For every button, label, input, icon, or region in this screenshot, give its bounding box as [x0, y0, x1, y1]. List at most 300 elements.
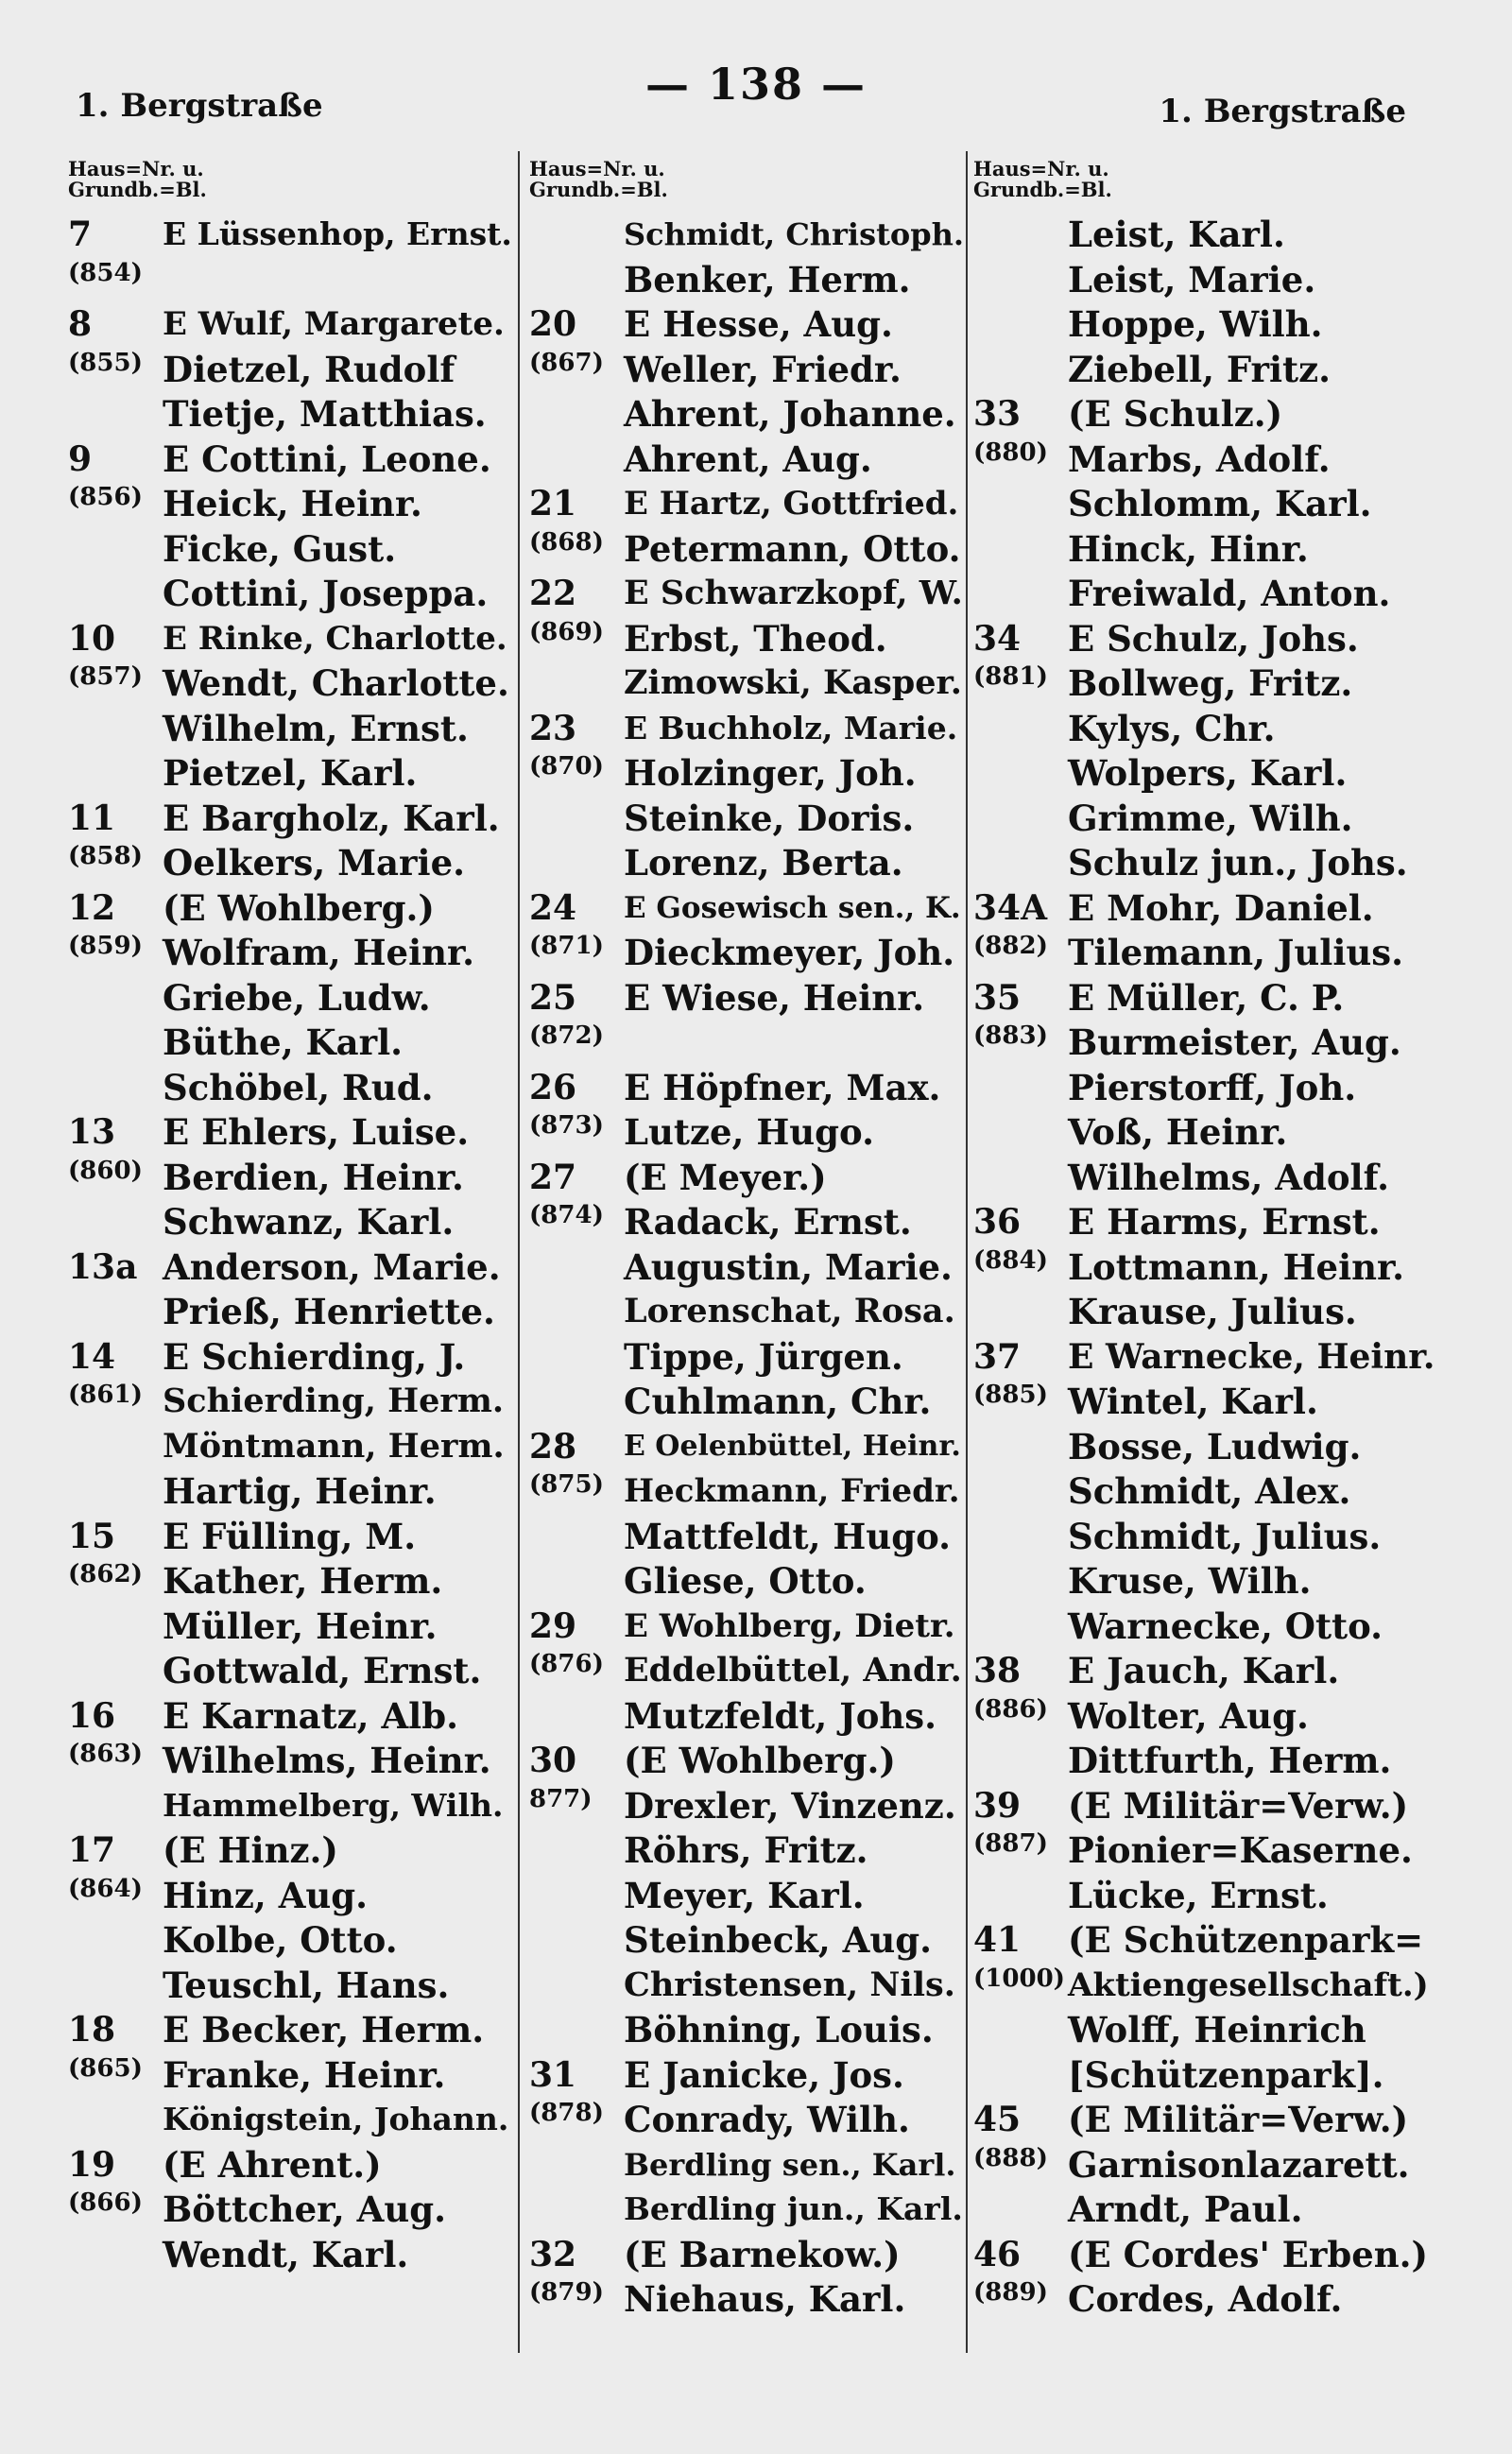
directory-entry: [529, 1109, 964, 1155]
directory-entry: [68, 1693, 512, 1739]
resident-name: E Schwarzkopf, W.: [624, 574, 963, 612]
resident-name: Niehaus, Karl.: [624, 2278, 906, 2320]
directory-entry: [973, 1604, 1436, 1649]
directory-entry: [68, 2187, 512, 2232]
directory-entry: [68, 796, 512, 841]
directory-entry: [973, 1065, 1436, 1110]
directory-entry: [529, 1424, 964, 1469]
resident-name: Ahrent, Johanne.: [624, 393, 956, 435]
resident-name: Pietzel, Karl.: [163, 752, 418, 794]
directory-entry: [68, 750, 512, 796]
directory-entry: [973, 1558, 1436, 1604]
house-number: 41: [973, 1920, 1022, 1960]
directory-entry: [529, 1065, 964, 1110]
directory-entry: [529, 1379, 964, 1424]
land-register-number: (887): [973, 1829, 1048, 1858]
resident-name: (E Meyer.): [624, 1156, 827, 1198]
resident-name: Ficke, Gust.: [163, 527, 397, 570]
directory-entry: [68, 1289, 512, 1334]
directory-entry: [973, 1020, 1436, 1065]
directory-entry: [529, 1783, 964, 1828]
directory-entry: [529, 1738, 964, 1783]
resident-name: Königstein, Johann.: [163, 2101, 509, 2137]
column-heading: [529, 159, 964, 212]
directory-entry: [529, 1334, 964, 1380]
column-heading-line2: Grundb.=Bl.: [529, 178, 668, 201]
resident-name: Oelkers, Marie.: [163, 842, 465, 884]
house-number: 34A: [973, 887, 1048, 928]
directory-entry: [973, 1514, 1436, 1559]
directory-entry: [973, 616, 1436, 661]
resident-name: Wolfram, Heinr.: [163, 932, 475, 973]
directory-entry: [68, 1020, 512, 1065]
resident-name: E Karnatz, Alb.: [163, 1694, 458, 1737]
resident-name: Leist, Karl.: [1068, 214, 1285, 255]
directory-entry: [529, 1020, 964, 1065]
directory-entry: [68, 1917, 512, 1963]
column-divider-2: [966, 151, 968, 2353]
directory-entry: [529, 2052, 964, 2098]
directory-entry: [973, 796, 1436, 841]
resident-name: Bosse, Ludwig.: [1068, 1425, 1362, 1467]
resident-name: Eddelbüttel, Andr.: [624, 1651, 962, 1690]
land-register-number: (862): [68, 1560, 143, 1588]
land-register-number: (867): [529, 348, 604, 377]
house-number: 17: [68, 1830, 116, 1870]
directory-entry: [973, 1199, 1436, 1244]
resident-name: Hammelberg, Wilh.: [163, 1786, 504, 1824]
directory-entry: [973, 212, 1436, 257]
directory-entry: [529, 257, 964, 302]
resident-name: (E Barnekow.): [624, 2233, 901, 2275]
resident-name: Cuhlmann, Chr.: [624, 1381, 932, 1422]
resident-name: Heick, Heinr.: [163, 483, 422, 524]
directory-entry: [973, 1783, 1436, 1828]
directory-entry: [68, 1738, 512, 1783]
resident-name: Krause, Julius.: [1068, 1291, 1357, 1332]
resident-name: E Wiese, Heinr.: [624, 976, 925, 1019]
resident-name: Schmidt, Alex.: [1068, 1470, 1351, 1512]
resident-name: E Becker, Herm.: [163, 2009, 485, 2051]
directory-entry: [973, 2232, 1436, 2277]
directory-entry: [68, 1244, 512, 1290]
directory-entry: [68, 1065, 512, 1110]
resident-name: Freiwald, Anton.: [1068, 573, 1391, 614]
land-register-number: (858): [68, 842, 143, 870]
column-1: [68, 159, 512, 2417]
directory-entry: [973, 2052, 1436, 2098]
directory-entry: [529, 1289, 964, 1334]
directory-entry: [68, 1424, 512, 1469]
resident-name: (E Schulz.): [1068, 393, 1283, 435]
directory-entry: [973, 437, 1436, 482]
land-register-number: (855): [68, 348, 143, 377]
land-register-number: (889): [973, 2278, 1048, 2307]
resident-name: Augustin, Marie.: [624, 1245, 953, 1288]
directory-entry: [973, 930, 1436, 975]
resident-name: Wilhelm, Ernst.: [163, 707, 469, 749]
land-register-number: (873): [529, 1111, 604, 1140]
resident-name: (E Ahrent.): [163, 2143, 382, 2186]
directory-entry: [973, 1963, 1436, 2008]
directory-entry: [973, 661, 1436, 706]
resident-name: Tippe, Jürgen.: [624, 1335, 903, 1378]
resident-name: E Buchholz, Marie.: [624, 709, 958, 746]
resident-name: Kruse, Wilh.: [1068, 1560, 1312, 1602]
resident-name: Wilhelms, Heinr.: [163, 1740, 491, 1781]
resident-name: Wendt, Charlotte.: [163, 662, 509, 704]
directory-entry: [973, 571, 1436, 616]
resident-name: E Hesse, Aug.: [624, 303, 893, 345]
land-register-number: (864): [68, 1874, 143, 1903]
resident-name: Schierding, Herm.: [163, 1381, 505, 1420]
resident-name: Berdling sen., Karl.: [624, 2146, 956, 2183]
land-register-number: (881): [973, 662, 1048, 691]
land-register-number: (856): [68, 483, 143, 511]
directory-entry: [68, 437, 512, 482]
resident-name: Tietje, Matthias.: [163, 393, 487, 435]
land-register-number: (884): [973, 1245, 1048, 1275]
land-register-number: (861): [68, 1381, 143, 1409]
resident-name: Ahrent, Aug.: [624, 438, 872, 480]
resident-name: Weller, Friedr.: [624, 348, 902, 390]
directory-entry: [529, 1828, 964, 1873]
resident-name: Holzinger, Joh.: [624, 752, 917, 794]
directory-entry: [973, 1109, 1436, 1155]
directory-entry: [529, 1648, 964, 1693]
directory-entry: [68, 347, 512, 392]
resident-name: E Harms, Ernst.: [1068, 1201, 1381, 1243]
resident-name: E Müller, C. P.: [1068, 976, 1345, 1019]
land-register-number: (885): [973, 1381, 1048, 1409]
directory-entry: [529, 796, 964, 841]
land-register-number: (878): [529, 2099, 604, 2127]
resident-name: Mattfeldt, Hugo.: [624, 1515, 951, 1557]
resident-name: Pionier=Kaserne.: [1068, 1829, 1413, 1871]
resident-name: Conrady, Wilh.: [624, 2099, 910, 2140]
directory-entry: [68, 885, 512, 931]
resident-name: (E Militär=Verw.): [1068, 2099, 1409, 2140]
land-register-number: (883): [973, 1021, 1048, 1050]
directory-entry: [973, 2007, 1436, 2052]
directory-entry: [973, 1693, 1436, 1739]
directory-entry: [529, 1199, 964, 1244]
house-number: 24: [529, 887, 577, 928]
directory-entry: [529, 930, 964, 975]
house-number: 26: [529, 1067, 577, 1107]
resident-name: Dietzel, Rudolf: [163, 348, 455, 390]
house-number: 11: [68, 798, 116, 838]
house-number: 13a: [68, 1246, 138, 1287]
directory-entry: [973, 481, 1436, 526]
resident-name: Grimme, Wilh.: [1068, 797, 1353, 839]
resident-name: Drexler, Vinzenz.: [624, 1784, 956, 1827]
directory-entry: [68, 2052, 512, 2098]
house-number: 35: [973, 977, 1022, 1018]
house-number: 19: [68, 2144, 116, 2185]
directory-entry: [68, 1873, 512, 1918]
resident-name: Berdling jun., Karl.: [624, 2190, 963, 2227]
directory-entry: [529, 437, 964, 482]
directory-entry: [68, 1828, 512, 1873]
directory-entry: [529, 975, 964, 1021]
resident-name: E Bargholz, Karl.: [163, 797, 500, 839]
directory-entry: [68, 1199, 512, 1244]
house-number: 14: [68, 1336, 116, 1377]
house-number: 30: [529, 1741, 577, 1780]
resident-name: E Schierding, J.: [163, 1335, 466, 1378]
resident-name: E Gosewisch sen., K.: [624, 890, 961, 925]
house-number: 46: [973, 2234, 1022, 2274]
house-number: 22: [529, 574, 577, 613]
directory-entry: [973, 1155, 1436, 1200]
directory-entry: [68, 661, 512, 706]
directory-entry: [68, 1109, 512, 1155]
directory-entry: [68, 1648, 512, 1693]
directory-entry: [529, 1873, 964, 1918]
resident-name: Meyer, Karl.: [624, 1874, 865, 1916]
land-register-number: (1000): [973, 1964, 1065, 1993]
column-3: [973, 159, 1436, 2417]
resident-name: Röhrs, Fritz.: [624, 1829, 868, 1871]
directory-entry: [973, 347, 1436, 392]
land-register-number: (854): [68, 258, 143, 287]
resident-name: (E Cordes' Erben.): [1068, 2233, 1429, 2275]
directory-entry: [529, 1917, 964, 1963]
directory-entry: [68, 2007, 512, 2052]
resident-name: (E Militär=Verw.): [1068, 1784, 1409, 1827]
directory-entry: [529, 2142, 964, 2188]
resident-name: Wendt, Karl.: [163, 2233, 409, 2275]
resident-name: E Ehlers, Luise.: [163, 1111, 470, 1153]
directory-entry: [973, 301, 1436, 347]
resident-name: (E Hinz.): [163, 1829, 338, 1871]
page-number: — 138 —: [644, 59, 868, 110]
directory-entry: [68, 975, 512, 1021]
column-heading-line2: Grundb.=Bl.: [68, 178, 207, 201]
resident-name: Wolter, Aug.: [1068, 1694, 1309, 1737]
land-register-number: (874): [529, 1201, 604, 1229]
directory-entry: [529, 1693, 964, 1739]
column-heading: [973, 159, 1436, 212]
resident-name: Franke, Heinr.: [163, 2053, 446, 2096]
resident-name: Wolpers, Karl.: [1068, 752, 1348, 794]
resident-name: Griebe, Ludw.: [163, 976, 431, 1019]
house-number: 27: [529, 1157, 577, 1197]
directory-entry: [973, 1917, 1436, 1963]
house-number: 25: [529, 977, 577, 1018]
resident-name: Marbs, Adolf.: [1068, 438, 1331, 480]
resident-name: Hartig, Heinr.: [163, 1470, 437, 1512]
land-register-number: (879): [529, 2278, 604, 2307]
house-number: 23: [529, 708, 577, 748]
resident-name: Radack, Ernst.: [624, 1201, 912, 1243]
house-number: 13: [68, 1112, 116, 1152]
directory-entry: [973, 1648, 1436, 1693]
resident-name: Hoppe, Wilh.: [1068, 303, 1323, 345]
resident-name: (E Wohlberg.): [163, 886, 435, 929]
land-register-number: (888): [973, 2143, 1048, 2172]
resident-name: Wilhelms, Adolf.: [1068, 1156, 1390, 1198]
directory-entry: [529, 2097, 964, 2142]
resident-name: Garnisonlazarett.: [1068, 2143, 1410, 2186]
resident-name: Berdien, Heinr.: [163, 1156, 464, 1198]
house-number: 20: [529, 304, 577, 344]
resident-name: Leist, Marie.: [1068, 258, 1316, 300]
directory-entry: [529, 1155, 964, 1200]
house-number: 37: [973, 1336, 1022, 1377]
directory-entry: [973, 526, 1436, 572]
directory-entry: [529, 391, 964, 437]
land-register-number: (859): [68, 932, 143, 960]
directory-entry: [973, 975, 1436, 1021]
directory-entry: [529, 706, 964, 751]
directory-entry: [529, 347, 964, 392]
land-register-number: (875): [529, 1470, 604, 1499]
directory-entry: [973, 1738, 1436, 1783]
land-register-number: 877): [529, 1784, 593, 1813]
directory-entry: [68, 706, 512, 751]
street-header-left: 1. Bergstraße: [76, 87, 323, 125]
directory-entry: [973, 1289, 1436, 1334]
resident-name: Warnecke, Otto.: [1068, 1605, 1383, 1647]
directory-entry: [68, 1783, 512, 1828]
resident-name: E Rinke, Charlotte.: [163, 619, 507, 658]
street-header-right: 1. Bergstraße: [1159, 93, 1406, 130]
directory-entry: [68, 212, 512, 257]
column-heading-line1: Haus=Nr. u.: [973, 159, 1109, 180]
resident-name: Teuschl, Hans.: [163, 1964, 450, 2006]
directory-entry: [973, 2276, 1436, 2322]
directory-entry: [973, 257, 1436, 302]
resident-name: Bollweg, Fritz.: [1068, 662, 1353, 704]
directory-entry: [68, 526, 512, 572]
resident-name: Hinz, Aug.: [163, 1874, 369, 1916]
house-number: 7: [68, 215, 93, 254]
directory-entry: [529, 661, 964, 706]
directory-entry: [68, 2232, 512, 2277]
resident-name: Anderson, Marie.: [163, 1245, 501, 1288]
directory-entry: [68, 1514, 512, 1559]
land-register-number: (865): [68, 2053, 143, 2083]
resident-name: Steinke, Doris.: [624, 797, 915, 839]
resident-name: Kylys, Chr.: [1068, 707, 1276, 749]
directory-entry: [973, 1379, 1436, 1424]
resident-name: Gliese, Otto.: [624, 1560, 867, 1602]
directory-entry: [68, 1334, 512, 1380]
column-divider-1: [518, 151, 520, 2353]
directory-entry: [973, 1244, 1436, 1290]
directory-entry: [973, 1424, 1436, 1469]
resident-name: Büthe, Karl.: [163, 1021, 404, 1063]
resident-name: Schöbel, Rud.: [163, 1066, 434, 1108]
resident-name: Kather, Herm.: [163, 1560, 443, 1602]
directory-entry: [529, 526, 964, 572]
directory-entry: [529, 2007, 964, 2052]
directory-entry: [529, 840, 964, 885]
resident-name: Müller, Heinr.: [163, 1605, 438, 1647]
column-heading-line1: Haus=Nr. u.: [529, 159, 665, 180]
resident-name: Lücke, Ernst.: [1068, 1874, 1329, 1916]
resident-name: Wolff, Heinrich: [1068, 2009, 1366, 2051]
resident-name: [Schützenpark].: [1068, 2053, 1384, 2096]
house-number: 45: [973, 2100, 1022, 2139]
resident-name: Mutzfeldt, Johs.: [624, 1694, 936, 1737]
directory-entry: [68, 2097, 512, 2142]
land-register-number: (863): [68, 1740, 143, 1768]
house-number: 16: [68, 1695, 116, 1736]
resident-name: E Cottini, Leone.: [163, 438, 491, 480]
resident-name: E Janicke, Jos.: [624, 2053, 904, 2096]
directory-entry: [529, 212, 964, 257]
resident-name: E Wohlberg, Dietr.: [624, 1606, 955, 1645]
land-register-number: (882): [973, 932, 1048, 960]
resident-name: Heckmann, Friedr.: [624, 1472, 960, 1510]
directory-entry: [973, 2097, 1436, 2142]
directory-entry: [973, 885, 1436, 931]
resident-name: Gottwald, Ernst.: [163, 1650, 482, 1691]
land-register-number: (870): [529, 752, 604, 781]
resident-name: E Jauch, Karl.: [1068, 1650, 1340, 1691]
resident-name: Voß, Heinr.: [1068, 1111, 1288, 1153]
land-register-number: (857): [68, 662, 143, 691]
resident-name: Schwanz, Karl.: [163, 1201, 455, 1243]
directory-entry: [529, 571, 964, 616]
directory-entry: [68, 616, 512, 661]
directory-entry: [529, 1558, 964, 1604]
resident-name: Hinck, Hinr.: [1068, 527, 1309, 570]
directory-entry: [529, 301, 964, 347]
resident-name: Wintel, Karl.: [1068, 1381, 1318, 1422]
resident-name: Lorenschat, Rosa.: [624, 1292, 955, 1330]
resident-name: Böhning, Louis.: [624, 2009, 934, 2051]
resident-name: Lutze, Hugo.: [624, 1111, 874, 1153]
directory-entry: [529, 481, 964, 526]
directory-entry: [973, 750, 1436, 796]
column-2: [529, 159, 964, 2417]
directory-entry: [68, 481, 512, 526]
resident-name: E Fülling, M.: [163, 1515, 417, 1557]
resident-name: Zimowski, Kasper.: [624, 663, 962, 702]
directory-entry: [529, 1514, 964, 1559]
land-register-number: (876): [529, 1650, 604, 1678]
house-number: 38: [973, 1651, 1022, 1690]
resident-name: Arndt, Paul.: [1068, 2188, 1303, 2230]
directory-entry: [68, 301, 512, 347]
resident-name: E Hartz, Gottfried.: [624, 485, 959, 523]
directory-entry: [529, 616, 964, 661]
resident-name: Dieckmeyer, Joh.: [624, 932, 955, 973]
column-heading: [68, 159, 512, 212]
directory-entry: [973, 2142, 1436, 2188]
resident-name: Lottmann, Heinr.: [1068, 1245, 1404, 1288]
resident-name: Christensen, Nils.: [624, 1965, 955, 2004]
directory-entry: [68, 1155, 512, 1200]
directory-entry: [973, 706, 1436, 751]
house-number: 18: [68, 2010, 116, 2050]
land-register-number: (872): [529, 1021, 604, 1050]
resident-name: Böttcher, Aug.: [163, 2188, 447, 2230]
house-number: 39: [973, 1785, 1022, 1826]
directory-entry: [68, 840, 512, 885]
column-heading-line1: Haus=Nr. u.: [68, 159, 204, 180]
directory-entry: [68, 257, 512, 302]
resident-name: Burmeister, Aug.: [1068, 1021, 1401, 1063]
resident-name: Ziebell, Fritz.: [1068, 348, 1332, 390]
house-number: 33: [973, 394, 1022, 434]
resident-name: (E Wohlberg.): [624, 1740, 896, 1781]
directory-entry: [973, 1873, 1436, 1918]
